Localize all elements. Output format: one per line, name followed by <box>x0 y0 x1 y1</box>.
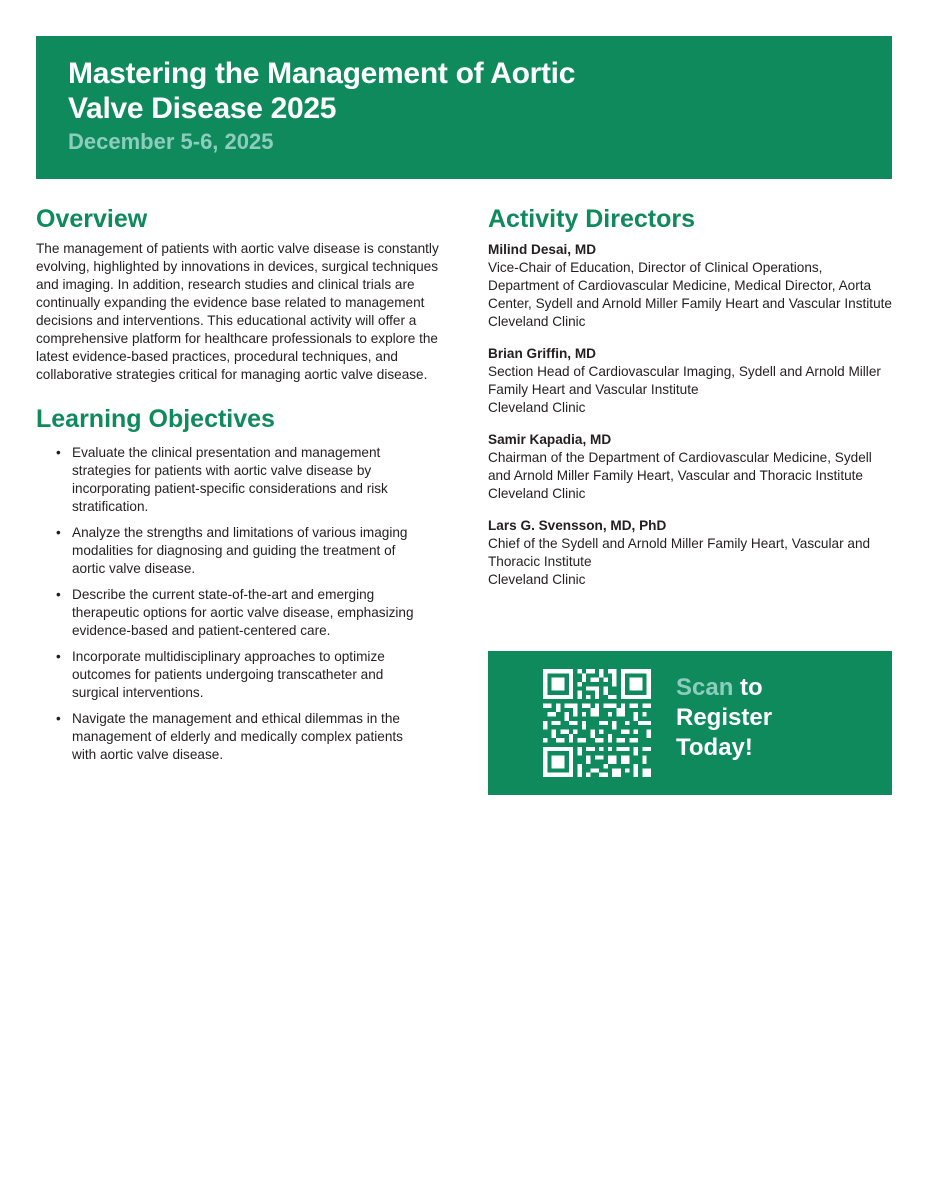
bullet-icon: • <box>56 649 61 664</box>
header-banner <box>36 36 892 179</box>
list-item <box>36 524 427 578</box>
activity-directors-heading: Activity Directors <box>488 205 696 233</box>
list-item <box>36 710 427 764</box>
register-line-3: Today! <box>676 734 753 761</box>
director-organization: Cleveland Clinic <box>488 486 586 501</box>
list-item <box>36 444 427 516</box>
register-line-2: Register <box>676 704 773 731</box>
director-role: Vice-Chair of Education, Director of Clinical Operations, Department of Cardiovascular Medicine, Medical Director, Aorta Center, Sydell and Arnold Miller Family Heart and Vascular Institute <box>488 260 892 311</box>
register-to-word: to <box>733 674 763 701</box>
director-role: Chairman of the Department of Cardiovascular Medicine, Sydell and Arnold Miller Family Heart, Vascular and Thoracic Institute <box>488 450 872 483</box>
list-item <box>36 586 427 640</box>
director-role: Chief of the Sydell and Arnold Miller Family Heart, Vascular and Thoracic Institute <box>488 536 871 569</box>
director-organization: Cleveland Clinic <box>488 400 586 415</box>
overview-section <box>36 202 446 384</box>
event-date: December 5-6, 2025 <box>68 129 274 154</box>
director-entry <box>488 517 892 589</box>
director-name: Samir Kapadia, MD <box>488 432 612 447</box>
objective-text: Navigate the management and ethical dilemmas in the management of elderly and medically complex patients with aortic valve disease. <box>72 711 403 762</box>
right-column <box>488 202 892 603</box>
objective-text: Incorporate multidisciplinary approaches to optimize outcomes for patients undergoing transcatheter and surgical interventions. <box>72 649 385 700</box>
director-organization: Cleveland Clinic <box>488 572 586 587</box>
page-title: Mastering the Management of Aortic Valve Disease 2025 <box>68 57 576 125</box>
director-organization: Cleveland Clinic <box>488 314 586 329</box>
register-line-1 <box>676 673 772 703</box>
overview-text: The management of patients with aortic valve disease is constantly evolving, highlighted by innovations in devices, surgical techniques and imaging. In addition, research studies and clinical trials are continually expanding the evidence base related to management decisions and interventions. This educational activity will offer a comprehensive platform for healthcare professionals to explore the latest evidence-based practices, procedural techniques, and collaborative strategies critical for managing aortic valve disease. <box>36 241 439 382</box>
register-call-to-action <box>676 673 772 763</box>
bullet-icon: • <box>56 587 61 602</box>
director-role: Section Head of Cardiovascular Imaging, Sydell and Arnold Miller Family Heart and Vascular Institute <box>488 364 881 397</box>
list-item <box>36 648 427 702</box>
objective-text: Analyze the strengths and limitations of various imaging modalities for diagnosing and guiding the treatment of aortic valve disease. <box>72 525 408 576</box>
left-column <box>36 202 446 772</box>
director-entry <box>488 431 892 503</box>
bullet-icon: • <box>56 525 61 540</box>
director-name: Lars G. Svensson, MD, PhD <box>488 518 667 533</box>
objective-text: Describe the current state-of-the-art and emerging therapeutic options for aortic valve disease, emphasizing evidence-based and patient-centered care. <box>72 587 414 638</box>
director-name: Milind Desai, MD <box>488 242 597 257</box>
learning-objectives-section <box>36 402 446 764</box>
bullet-icon: • <box>56 711 61 726</box>
overview-heading: Overview <box>36 205 148 233</box>
register-banner <box>488 651 892 795</box>
objectives-list <box>36 444 446 764</box>
director-name: Brian Griffin, MD <box>488 346 596 361</box>
director-entry <box>488 241 892 331</box>
learning-objectives-heading: Learning Objectives <box>36 405 275 433</box>
bullet-icon: • <box>56 445 61 460</box>
qr-code-icon[interactable] <box>543 669 651 777</box>
scan-word: Scan <box>676 674 734 701</box>
director-entry <box>488 345 892 417</box>
objective-text: Evaluate the clinical presentation and management strategies for patients with aortic valve disease by incorporating patient-specific considerations and risk stratification. <box>72 445 388 514</box>
